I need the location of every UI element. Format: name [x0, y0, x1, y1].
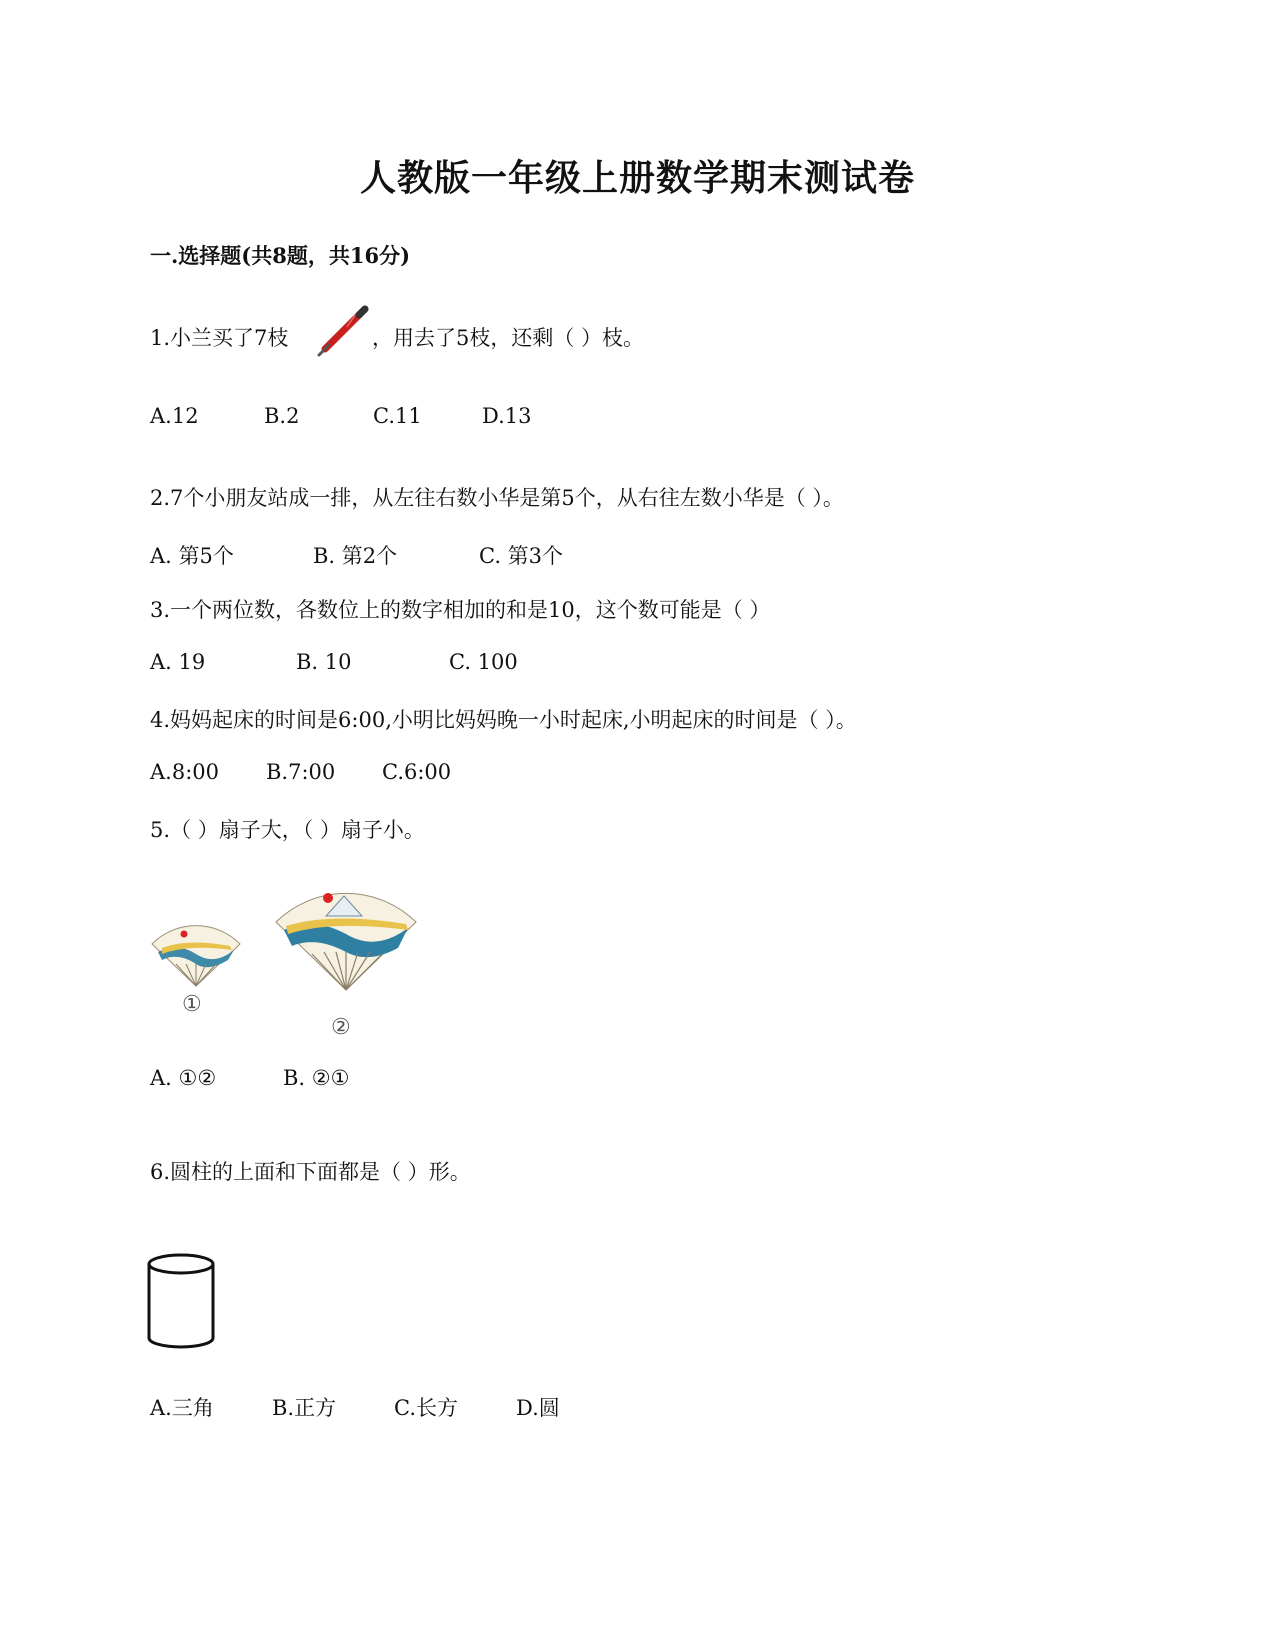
question-2-option-c[interactable]: C. 第3个 — [479, 544, 564, 568]
question-4-option-b[interactable]: B.7:00 — [266, 760, 336, 784]
question-6-option-a[interactable]: A.三角 — [150, 1396, 214, 1420]
question-2-option-a[interactable]: A. 第5个 — [150, 544, 234, 568]
question-6-option-b[interactable]: B.正方 — [272, 1396, 337, 1420]
question-1-stem-b: ，用去了5枝，还剩（ ）枝。 — [372, 326, 645, 350]
question-3-option-c[interactable]: C. 100 — [449, 650, 518, 674]
question-5-option-a[interactable]: A. ①② — [150, 1066, 217, 1090]
question-1-option-c[interactable]: C.11 — [373, 404, 422, 428]
question-2-option-b[interactable]: B. 第2个 — [313, 544, 398, 568]
question-5-stem: 5.（ ）扇子大，（ ）扇子小。 — [150, 818, 425, 842]
question-4-option-c[interactable]: C.6:00 — [382, 760, 452, 784]
question-3-option-a[interactable]: A. 19 — [150, 650, 206, 674]
question-2-stem: 2.7个小朋友站成一排，从左往右数小华是第5个，从右往左数小华是（ ）。 — [150, 486, 844, 510]
question-6-option-c[interactable]: C.长方 — [394, 1396, 458, 1420]
pen-icon — [315, 305, 371, 357]
small-fan-icon — [148, 920, 244, 990]
large-fan-icon — [272, 886, 420, 996]
page-title: 人教版一年级上册数学期末测试卷 — [359, 157, 915, 199]
question-1-option-a[interactable]: A.12 — [150, 404, 199, 428]
cylinder-icon — [145, 1252, 217, 1352]
question-3-stem: 3.一个两位数，各数位上的数字相加的和是10，这个数可能是（ ） — [150, 598, 771, 622]
question-4-stem: 4.妈妈起床的时间是6:00,小明比妈妈晚一小时起床,小明起床的时间是（ ）。 — [150, 708, 857, 732]
question-4-option-a[interactable]: A.8:00 — [150, 760, 219, 784]
question-3-option-b[interactable]: B. 10 — [296, 650, 352, 674]
question-1-stem-a: 1.小兰买了7枝 — [150, 326, 289, 350]
section-heading: 一.选择题(共8题，共16分) — [150, 243, 411, 268]
question-5-option-b[interactable]: B. ②① — [283, 1066, 350, 1090]
question-1-option-d[interactable]: D.13 — [482, 404, 532, 428]
fan-label-2: ② — [331, 1015, 351, 1040]
question-1-stem — [150, 322, 288, 352]
fan-label-1: ① — [182, 992, 202, 1017]
question-1-option-b[interactable]: B.2 — [264, 404, 300, 428]
question-6-option-d[interactable]: D.圆 — [516, 1396, 560, 1420]
question-6-stem: 6.圆柱的上面和下面都是（ ）形。 — [150, 1160, 471, 1184]
